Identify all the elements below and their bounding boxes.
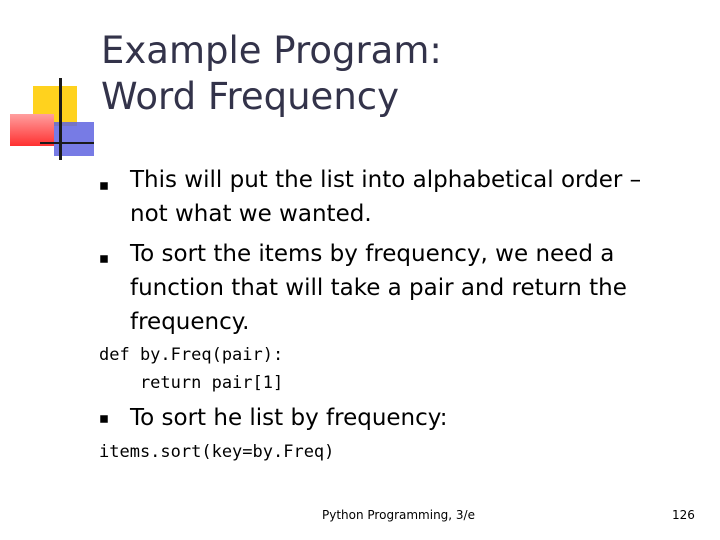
footer-text: Python Programming, 3/e <box>322 508 475 522</box>
slide-title-line-2: Word Frequency <box>101 75 400 118</box>
bullet-text: This will put the list into alphabetical order – not what we wanted. <box>130 167 642 227</box>
bullet-text: To sort he list by frequency: <box>130 405 448 431</box>
square-bullet-icon <box>100 415 108 423</box>
square-bullet-icon <box>100 255 108 263</box>
decorative-vertical-line <box>59 78 62 160</box>
page-number: 126 <box>672 508 695 522</box>
square-bullet-icon <box>100 182 108 190</box>
code-block-byfreq: def by.Freq(pair): return pair[1] <box>99 345 284 393</box>
code-block-sort: items.sort(key=by.Freq) <box>99 442 335 462</box>
slide-title <box>101 28 442 120</box>
bullet-text: To sort the items by frequency, we need a function that will take a pair and return the frequency. <box>130 241 627 335</box>
slide-title-line-1: Example Program: <box>101 29 442 72</box>
decorative-horizontal-line <box>40 142 94 144</box>
